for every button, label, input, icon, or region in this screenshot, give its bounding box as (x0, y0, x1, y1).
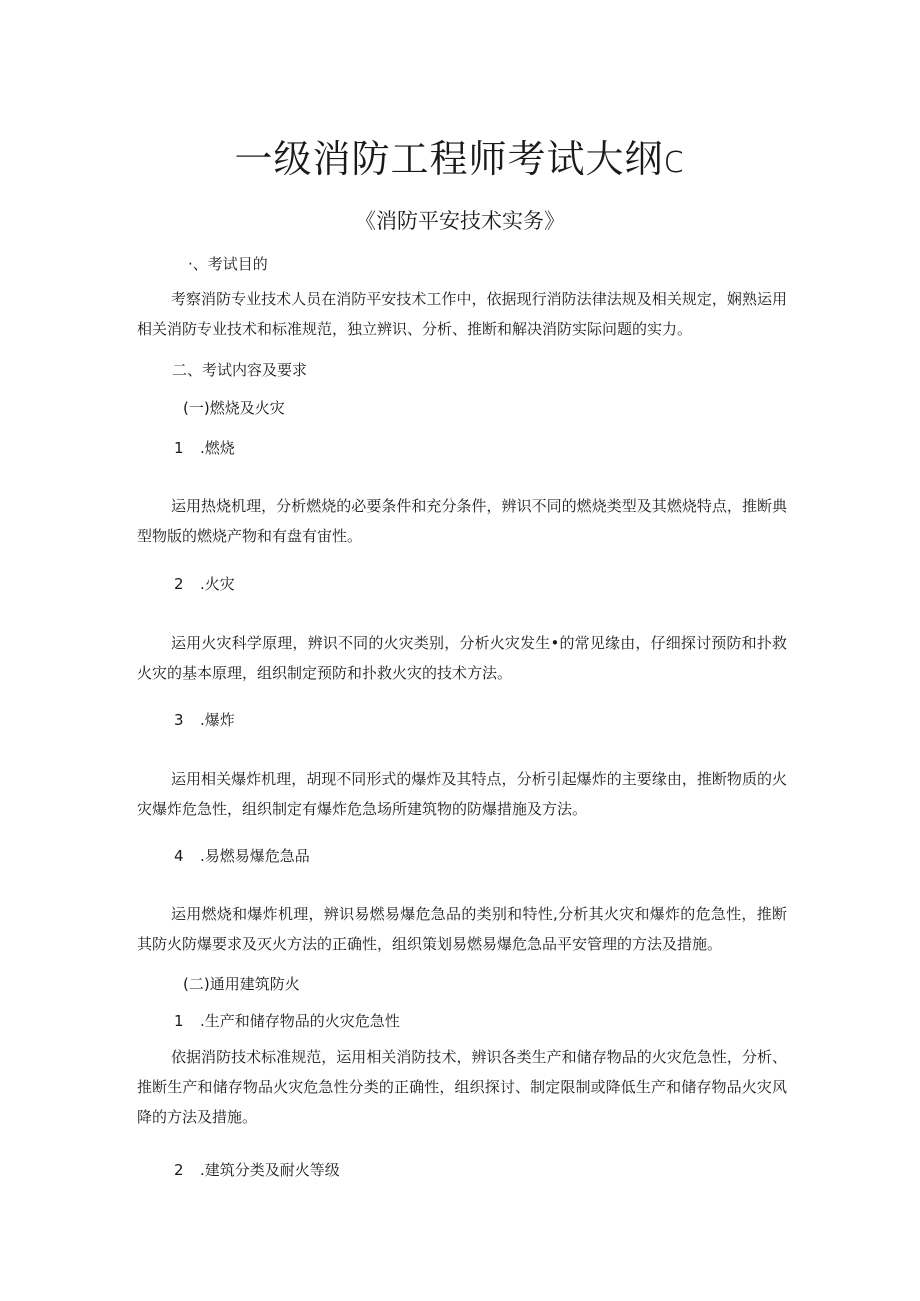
subsection-1-heading: (一)燃烧及火灾 (183, 399, 285, 417)
section-2-heading: 二、考试内容及要求 (172, 361, 308, 379)
item-1-number: 1 (174, 439, 184, 457)
item-4-paragraph: 运用燃烧和爆炸机理，辨识易燃易爆危急品的类别和特性,分析其火灾和爆炸的危急性，推断其防火防爆要求及灭火方法的正确性，组织策划易燃易爆危急品平安管理的方法及措施。 (137, 905, 787, 953)
section-1-paragraph: 考察消防专业技术人员在消防平安技术工作中，依据现行消防法律法规及相关规定，娴熟运用相关消防专业技术和标准规范，独立辨识、分析、推断和解决消防实际问题的实力。 (137, 290, 787, 338)
document-title: 一级消防工程师考试大纲c (234, 137, 686, 181)
item-5-number: 1 (174, 1012, 184, 1030)
item-2-paragraph: 运用火灾科学原理，辨识不同的火灾类别，分析火灾发生•的常见缘由，仔细探讨预防和扑救火灾的基本原理，组织制定预防和扑救火灾的技术方法。 (137, 634, 787, 682)
item-6-title: .建筑分类及耐火等级 (200, 1161, 340, 1179)
document-subtitle: 《消防平安技术实务》 (355, 209, 565, 233)
item-2-heading (174, 574, 235, 594)
item-5-title: .生产和储存物品的火灾危急性 (200, 1012, 400, 1030)
item-1-title: .燃烧 (200, 439, 235, 457)
item-1-heading (174, 438, 235, 458)
item-1-paragraph: 运用热烧机理，分析燃烧的必要条件和充分条件，辨识不同的燃烧类型及其燃烧特点，推断典型物版的燃烧产物和有盘有宙性。 (137, 497, 787, 545)
item-4-number: 4 (174, 847, 184, 865)
item-4-heading (174, 846, 310, 866)
item-4-title: .易燃易爆危急品 (200, 847, 310, 865)
item-2-title: .火灾 (200, 575, 235, 593)
item-6-heading (174, 1160, 340, 1180)
item-3-heading (174, 710, 235, 730)
item-3-number: 3 (174, 711, 184, 729)
item-5-paragraph: 依据消防技术标准规范，运用相关消防技术，辨识各类生产和储存物品的火灾危急性，分析、推断生产和储存物品火灾危急性分类的正确性，组织探讨、制定限制或降低生产和储存物品火灾风降的方法及措施。 (137, 1048, 787, 1126)
item-3-title: .爆炸 (200, 711, 235, 729)
section-1-heading: ·、考试目的 (188, 255, 268, 273)
item-6-number: 2 (174, 1161, 184, 1179)
item-2-number: 2 (174, 575, 184, 593)
item-3-paragraph: 运用相关爆炸机理，胡现不同形式的爆炸及其特点，分析引起爆炸的主要缘由，推断物质的火灾爆炸危急性，组织制定有爆炸危急场所建筑物的防爆措施及方法。 (137, 770, 787, 818)
subsection-2-heading: (二)通用建筑防火 (183, 975, 300, 993)
item-5-heading (174, 1011, 400, 1031)
